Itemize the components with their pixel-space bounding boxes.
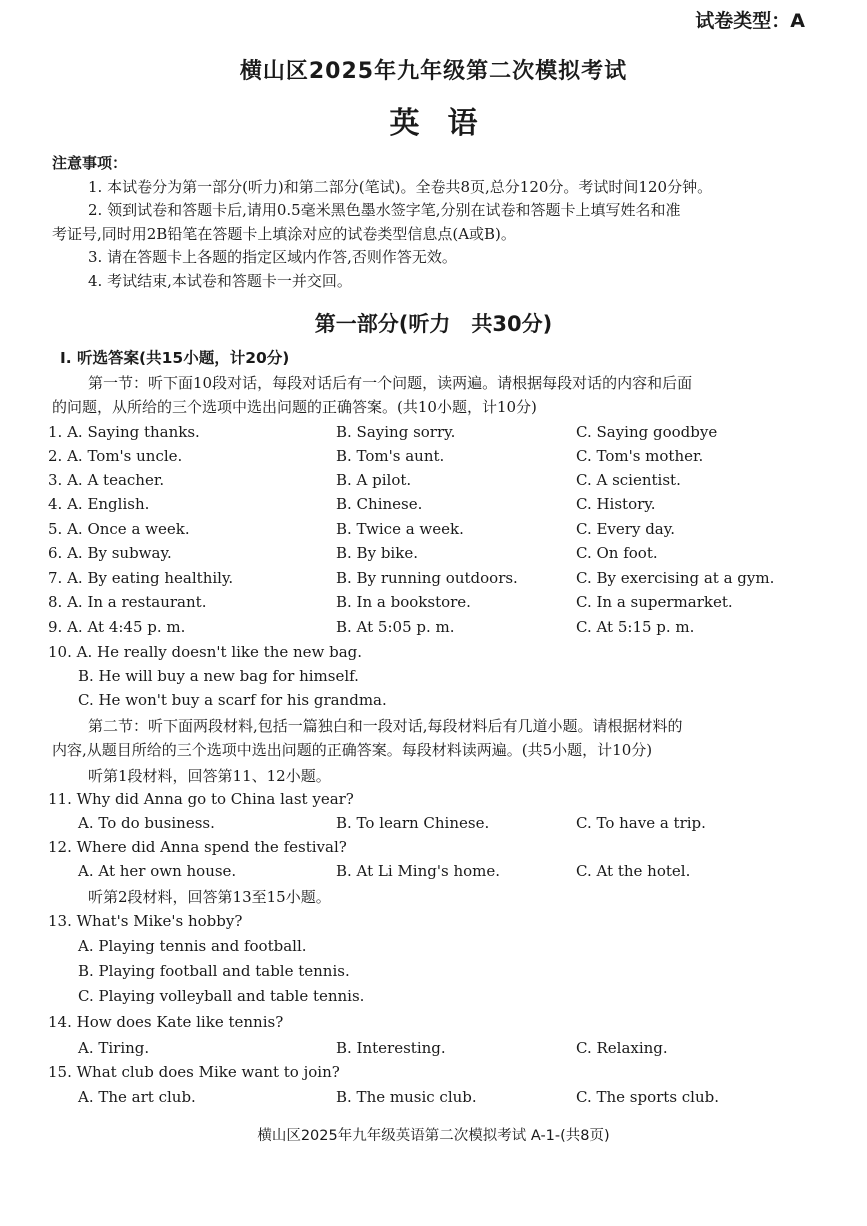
option-c: C. By exercising at a gym.	[576, 569, 775, 587]
question-row	[48, 471, 828, 495]
q13-option-c: C. Playing volleyball and table tennis.	[78, 987, 365, 1005]
question-row	[48, 569, 828, 593]
option-b: B. Interesting.	[336, 1039, 446, 1057]
notice-heading: 注意事项：	[52, 154, 128, 172]
option-c: C. Every day.	[576, 520, 675, 538]
option-a: A. At her own house.	[78, 862, 237, 880]
notice-item: 4. 考试结束,本试卷和答题卡一并交回。	[88, 271, 352, 290]
option-a: 6. A. By subway.	[48, 544, 172, 562]
material-two-note: 听第2段材料，回答第13至15小题。	[88, 888, 331, 906]
subsection-two-instruction: 第二节：听下面两段材料,包括一篇独白和一段对话,每段材料后有几道小题。请根据材料的	[88, 717, 683, 735]
notice-block	[52, 152, 812, 293]
option-a: A. Tiring.	[78, 1039, 150, 1057]
q10-option-a: 10. A. He really doesn't like the new bag.	[48, 643, 363, 661]
page-footer: 横山区2025年九年级英语第二次模拟考试 A-1-(共8页)	[257, 1128, 610, 1144]
option-c: C. To have a trip.	[576, 814, 706, 832]
option-b: B. Twice a week.	[336, 520, 464, 538]
option-b: B. At 5:05 p. m.	[336, 618, 455, 636]
option-b: B. To learn Chinese.	[336, 814, 490, 832]
option-b: B. By bike.	[336, 544, 418, 562]
option-b: B. Tom's aunt.	[336, 447, 445, 465]
q11-stem: 11. Why did Anna go to China last year?	[48, 790, 354, 808]
option-a: 8. A. In a restaurant.	[48, 593, 207, 611]
question-row	[48, 862, 828, 886]
option-c: C. At 5:15 p. m.	[576, 618, 695, 636]
option-b: B. At Li Ming's home.	[336, 862, 501, 880]
q10-option-c: C. He won't buy a scarf for his grandma.	[78, 691, 387, 709]
question-row	[48, 520, 828, 544]
question-row	[48, 447, 828, 471]
question-row	[48, 544, 828, 568]
question-row	[48, 1088, 828, 1112]
question-row	[48, 814, 828, 838]
option-c: C. In a supermarket.	[576, 593, 733, 611]
question-row	[48, 618, 828, 642]
subsection-one-instruction: 第一节：听下面10段对话，每段对话后有一个问题，读两遍。请根据每段对话的内容和后面	[88, 374, 693, 392]
exam-title: 横山区2025年九年级第二次模拟考试	[239, 59, 628, 84]
option-a: 7. A. By eating healthily.	[48, 569, 234, 587]
option-a: 3. A. A teacher.	[48, 471, 165, 489]
q13-option-a: A. Playing tennis and football.	[78, 937, 307, 955]
notice-item: 3. 请在答题卡上各题的指定区域内作答,否则作答无效。	[88, 248, 457, 266]
option-b: B. By running outdoors.	[336, 569, 518, 587]
option-b: B. Chinese.	[336, 495, 423, 513]
material-one-note: 听第1段材料，回答第11、12小题。	[88, 767, 331, 785]
question-row	[48, 423, 828, 447]
option-a: 9. A. At 4:45 p. m.	[48, 618, 186, 636]
option-a: 2. A. Tom's uncle.	[48, 447, 183, 465]
q13-stem: 13. What's Mike's hobby?	[48, 912, 243, 930]
option-c: C. Tom's mother.	[576, 447, 704, 465]
option-c: C. On foot.	[576, 544, 658, 562]
option-a: A. To do business.	[78, 814, 215, 832]
paper-type-label: 试卷类型：A	[695, 10, 805, 32]
option-b: B. Saying sorry.	[336, 423, 456, 441]
subsection-two-instruction-cont: 内容,从题目所给的三个选项中选出问题的正确答案。每段材料读两遍。(共5小题，计10分)	[52, 741, 653, 759]
option-c: C. The sports club.	[576, 1088, 720, 1106]
section-one-heading: Ⅰ. 听选答案(共15小题，计20分)	[60, 349, 290, 367]
part-one-title: 第一部分(听力 共30分)	[314, 312, 553, 336]
notice-item-continued: 考证号,同时用2B铅笔在答题卡上填涂对应的试卷类型信息点(A或B)。	[52, 224, 516, 243]
option-b: B. A pilot.	[336, 471, 412, 489]
q12-stem: 12. Where did Anna spend the festival?	[48, 838, 347, 856]
option-c: C. History.	[576, 495, 656, 513]
question-row	[48, 495, 828, 519]
option-a: 5. A. Once a week.	[48, 520, 190, 538]
q13-option-b: B. Playing football and table tennis.	[78, 962, 350, 980]
q14-stem: 14. How does Kate like tennis?	[48, 1013, 284, 1031]
subject-title: 英语	[389, 106, 506, 141]
option-a: 4. A. English.	[48, 495, 150, 513]
q10-option-b: B. He will buy a new bag for himself.	[78, 667, 359, 685]
question-row	[48, 593, 828, 617]
notice-item: 1. 本试卷分为第一部分(听力)和第二部分(笔试)。全卷共8页,总分120分。考试时间120分钟。	[88, 177, 713, 196]
option-a: 1. A. Saying thanks.	[48, 423, 200, 441]
option-c: C. Relaxing.	[576, 1039, 668, 1057]
subsection-one-instruction-cont: 的问题，从所给的三个选项中选出问题的正确答案。(共10小题，计10分)	[52, 398, 537, 416]
option-c: C. A scientist.	[576, 471, 681, 489]
option-c: C. Saying goodbye	[576, 423, 718, 441]
option-c: C. At the hotel.	[576, 862, 691, 880]
q15-stem: 15. What club does Mike want to join?	[48, 1063, 340, 1081]
option-a: A. The art club.	[78, 1088, 196, 1106]
question-row	[48, 1039, 828, 1063]
option-b: B. The music club.	[336, 1088, 477, 1106]
option-b: B. In a bookstore.	[336, 593, 471, 611]
notice-item: 2. 领到试卷和答题卡后,请用0.5毫米黑色墨水签字笔,分别在试卷和答题卡上填写姓名和准	[88, 201, 681, 219]
